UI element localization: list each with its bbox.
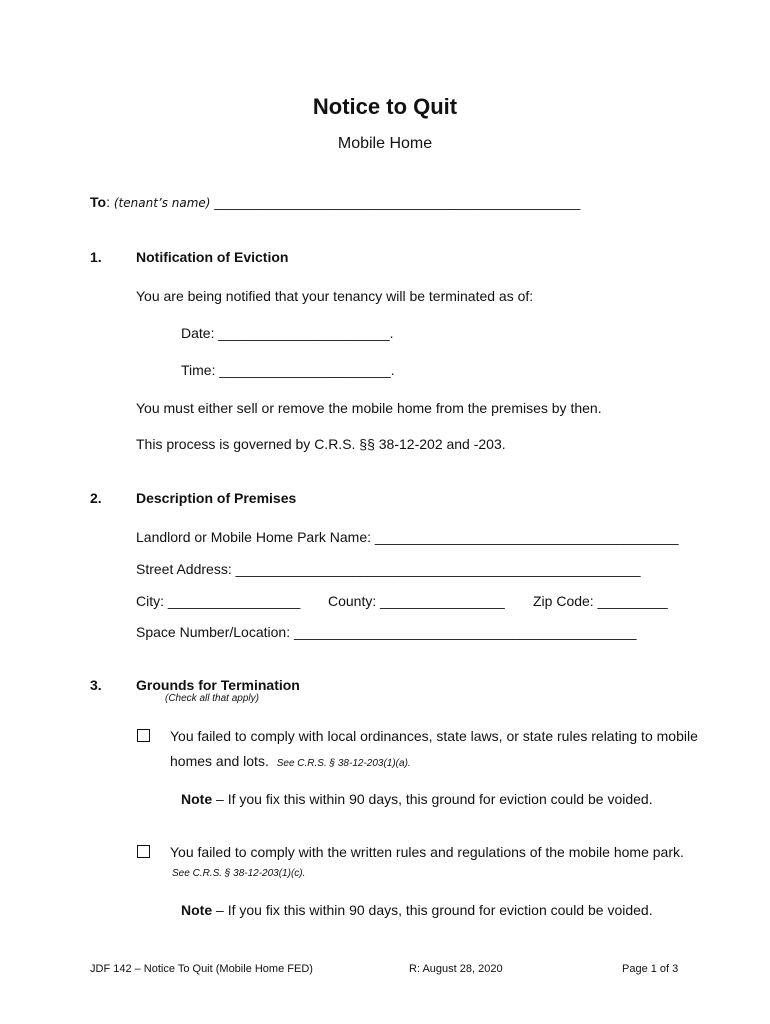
landlord-name-field[interactable]: Landlord or Mobile Home Park Name: _______________________________________	[136, 529, 679, 545]
tenant-name-hint: (tenant’s name)	[113, 196, 211, 210]
ground-2-citation: See C.R.S. § 38-12-203(1)(c).	[172, 868, 306, 879]
street-address-field[interactable]: Street Address: ____________________________________________________	[136, 561, 641, 577]
ground-2-text-line-1: You failed to comply with the written rules and regulations of the mobile home park.	[170, 844, 684, 860]
page-title: Notice to Quit	[312, 94, 458, 119]
space-number-field[interactable]: Space Number/Location: ____________________________________________	[136, 624, 637, 640]
sell-remove-text: You must either sell or remove the mobile home from the premises by then.	[136, 400, 602, 416]
date-field[interactable]: Date: ______________________.	[181, 325, 394, 341]
section-1-number: 1.	[90, 249, 102, 265]
ground-1-citation: See C.R.S. § 38-12-203(1)(a).	[276, 758, 411, 769]
tenant-name-field[interactable]: _______________________________________________	[214, 194, 581, 210]
check-all-hint: (Check all that apply)	[165, 693, 259, 704]
city-field[interactable]: City: _________________	[136, 593, 301, 609]
to-label: To	[90, 194, 107, 210]
section-2-heading: Description of Premises	[136, 490, 297, 506]
to-line	[90, 194, 580, 210]
ground-1-note-label: Note	[181, 791, 213, 807]
ground-1-checkbox[interactable]	[137, 729, 150, 742]
ground-1-text-line-2	[170, 753, 411, 769]
section-2-number: 2.	[90, 490, 102, 506]
footer-revision: R: August 28, 2020	[409, 963, 503, 975]
to-colon: :	[106, 194, 110, 210]
termination-intro: You are being notified that your tenancy will be terminated as of:	[136, 288, 534, 304]
governed-text: This process is governed by C.R.S. §§ 38-12-202 and -203.	[136, 436, 506, 452]
county-field[interactable]: County: ________________	[328, 593, 505, 609]
footer-form-id: JDF 142 – Notice To Quit (Mobile Home FED)	[90, 963, 313, 975]
footer-page-number: Page 1 of 3	[622, 963, 679, 975]
ground-1-note	[181, 791, 653, 807]
section-3-number: 3.	[90, 677, 102, 693]
ground-2-note	[181, 902, 653, 918]
ground-2-note-text: – If you fix this within 90 days, this ground for eviction could be voided.	[212, 902, 653, 918]
section-1-heading: Notification of Eviction	[136, 249, 289, 265]
ground-1-line-2-text: homes and lots.	[170, 753, 269, 769]
zip-code-field[interactable]: Zip Code: _________	[533, 593, 668, 609]
time-field[interactable]: Time: ______________________.	[181, 362, 395, 378]
ground-1-note-text: – If you fix this within 90 days, this ground for eviction could be voided.	[212, 791, 653, 807]
page-subtitle: Mobile Home	[337, 135, 433, 152]
section-3-heading: Grounds for Termination	[136, 677, 300, 693]
ground-2-checkbox[interactable]	[137, 845, 150, 858]
ground-2-note-label: Note	[181, 902, 213, 918]
ground-1-text-line-1: You failed to comply with local ordinances, state laws, or state rules relating to mobile	[170, 728, 698, 744]
